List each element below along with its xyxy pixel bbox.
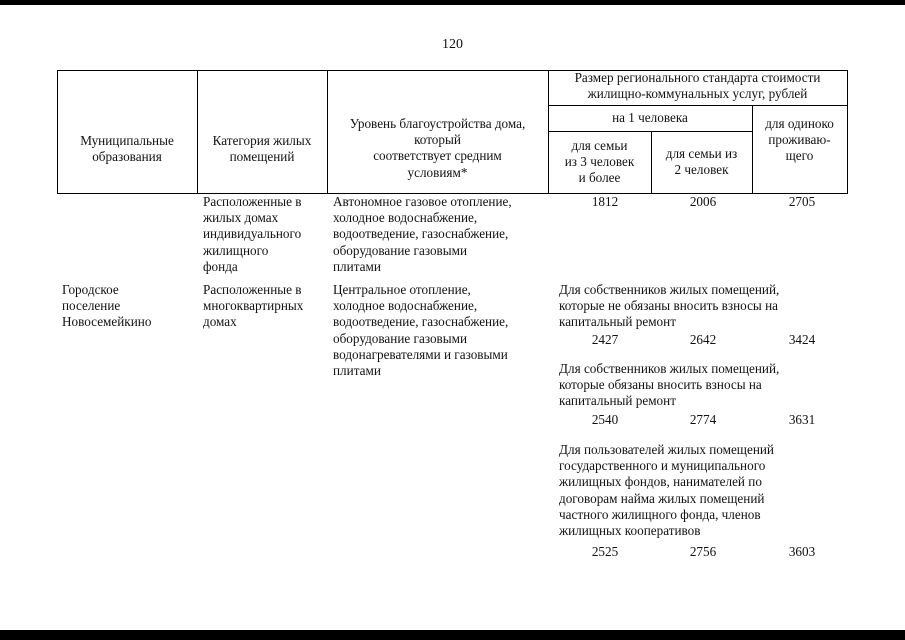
header-family3: для семьи из 3 человек и более (564, 138, 635, 186)
header-family2: для семьи из 2 человек (665, 146, 738, 178)
row1-value-family3: 1812 (591, 194, 619, 209)
header-single: для одиноко проживаю- щего (765, 116, 834, 164)
scan-top-border (0, 0, 905, 5)
row2-group2-value-family2: 2774 (689, 412, 717, 427)
row2-group3-label: Для пользователей жилых помещений государственного и муниципального жилищных фондов, нанимателей по договорам найма жилых помещений частного жилищного фонда, членов жилищных кооперативов (559, 442, 774, 539)
row2-group3-value-family2: 2756 (689, 544, 717, 559)
row1-level: Автономное газовое отопление, холодное водоснабжение, водоотведение, газоснабжение, оборудование газовыми плитами (333, 194, 512, 274)
row2-group3-value-family3: 2525 (591, 544, 619, 559)
row2-group1-value-single: 3424 (788, 332, 816, 347)
header-per-person: на 1 человека (612, 110, 688, 125)
row2-group2-value-single: 3631 (788, 412, 816, 427)
row2-group2-label: Для собственников жилых помещений, которые обязаны вносить взносы на капитальный ремонт (559, 361, 780, 409)
row2-group2-value-family3: 2540 (591, 412, 619, 427)
header-size-title: Размер регионального стандарта стоимости жилищно-коммунальных услуг, рублей (574, 70, 821, 102)
row2-group1-value-family2: 2642 (689, 332, 717, 347)
row2-category: Расположенные в многоквартирных домах (203, 282, 304, 330)
row2-group3-value-single: 3603 (788, 544, 816, 559)
header-category: Категория жилых помещений (212, 133, 312, 165)
row1-value-single: 2705 (788, 194, 816, 209)
page-number: 120 (442, 37, 463, 52)
row2-level: Центральное отопление, холодное водоснабжение, водоотведение, газоснабжение, оборудование газовыми водонагревателями и газовыми плитами (333, 282, 509, 379)
row2-group1-value-family3: 2427 (591, 332, 619, 347)
row1-value-family2: 2006 (689, 194, 717, 209)
municipality-name: Городское поселение Новосемейкино (62, 282, 152, 330)
header-municipality: Муниципальные образования (80, 133, 174, 165)
row1-category: Расположенные в жилых домах индивидуального жилищного фонда (203, 194, 302, 274)
scan-bottom-border (0, 630, 905, 640)
header-level: Уровень благоустройства дома, который соответствует средним условиям* (349, 116, 526, 180)
row2-group1-label: Для собственников жилых помещений, которые не обязаны вносить взносы на капитальный ремонт (559, 282, 780, 330)
